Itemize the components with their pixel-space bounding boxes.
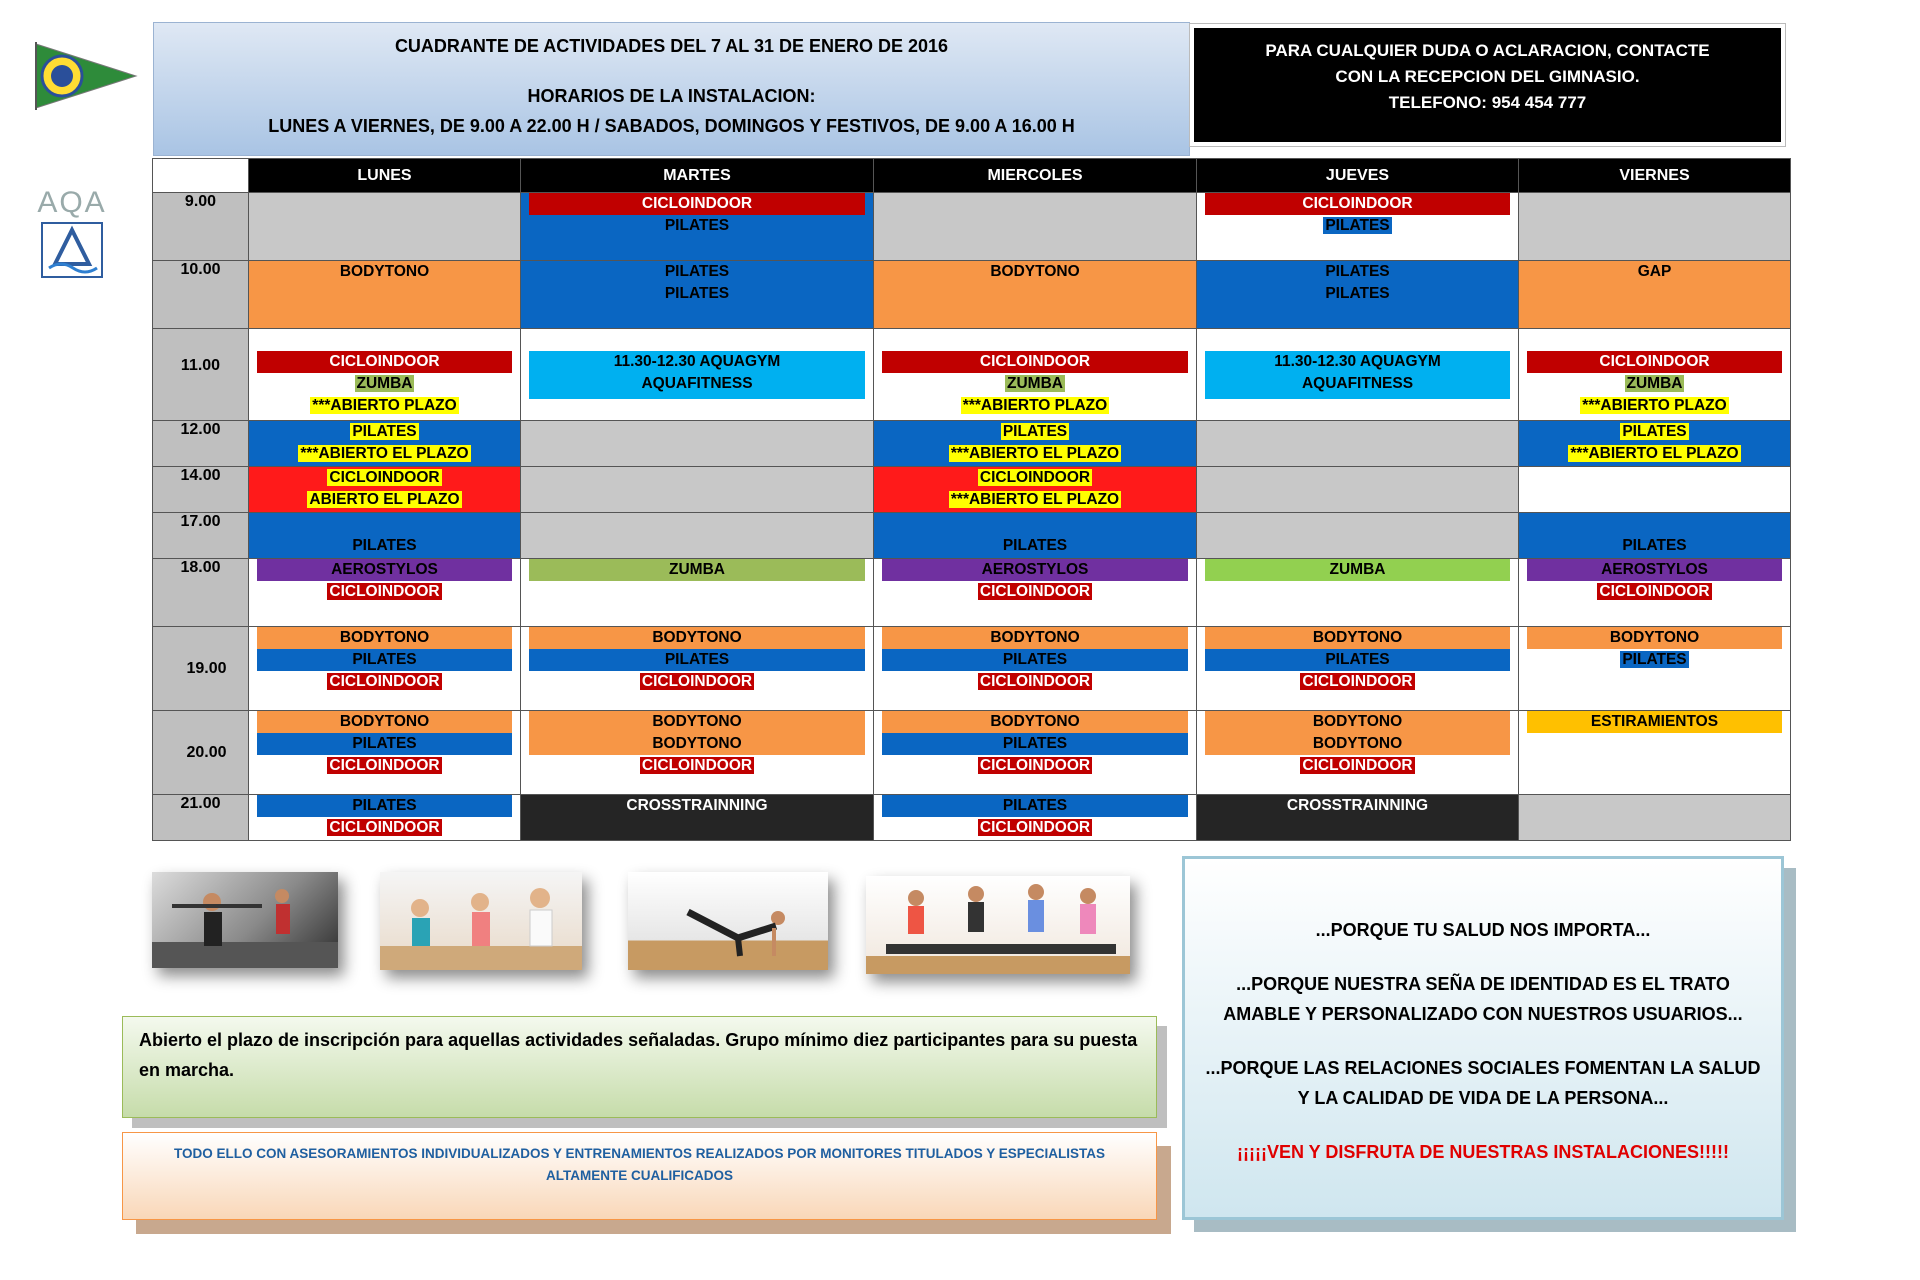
activity-label: AQUAFITNESS xyxy=(641,375,753,392)
activity-label: CICLOINDOOR xyxy=(641,673,753,690)
activity-label: PILATES xyxy=(1325,217,1390,234)
activity-label: PILATES xyxy=(1205,649,1510,671)
schedule-header xyxy=(153,22,1190,156)
activity-label: AEROSTYLOS xyxy=(882,559,1188,581)
slot-cell xyxy=(521,329,874,421)
activity-label: BODYTONO xyxy=(882,627,1188,649)
contact-box xyxy=(1190,24,1785,146)
activity-label: BODYTONO xyxy=(652,735,742,752)
slot-cell xyxy=(521,513,874,559)
activity-label: ***ABIERTO EL PLAZO xyxy=(1570,445,1739,462)
activity-label: CICLOINDOOR xyxy=(329,819,440,836)
activity-label: CICLOINDOOR xyxy=(329,673,440,690)
activity-label: PILATES xyxy=(664,263,730,280)
time-cell: 11.00 xyxy=(153,329,249,421)
slot-cell xyxy=(1197,795,1519,841)
slot-cell xyxy=(521,421,874,467)
slot-cell xyxy=(1519,559,1791,627)
activity-label: BODYTONO xyxy=(339,263,430,280)
activity-label: BODYTONO xyxy=(990,263,1080,280)
activity-label: BODYTONO xyxy=(257,627,512,649)
slot-cell xyxy=(1519,513,1791,559)
slot-cell xyxy=(249,193,521,261)
activity-label: CICLOINDOOR xyxy=(641,757,753,774)
slot-cell xyxy=(249,711,521,795)
registration-note-text: Abierto el plazo de inscripción para aquellas actividades señaladas. Grupo mínimo diez participantes para su puesta en marcha. xyxy=(139,1030,1138,1080)
activity-label: ***ABIERTO EL PLAZO xyxy=(950,445,1120,462)
activity-label: CICLOINDOOR xyxy=(329,757,440,774)
activity-label: ***ABIERTO PLAZO xyxy=(312,397,457,414)
slot-cell xyxy=(1519,329,1791,421)
slot-cell xyxy=(874,261,1197,329)
activity-label: PILATES xyxy=(664,285,730,302)
slot-cell xyxy=(874,513,1197,559)
club-logo xyxy=(32,40,142,112)
slot-cell xyxy=(1197,421,1519,467)
table-row xyxy=(153,421,1791,467)
activity-label: PILATES xyxy=(352,537,417,554)
slot-cell xyxy=(521,193,874,261)
table-row xyxy=(153,193,1791,261)
activity-label: ***ABIERTO EL PLAZO xyxy=(300,445,469,462)
activity-label: 11.30-12.30 AQUAGYM xyxy=(1274,353,1441,370)
table-row xyxy=(153,467,1791,513)
day-header-martes: MARTES xyxy=(521,159,874,193)
activity-label: ***ABIERTO PLAZO xyxy=(962,397,1108,414)
activity-block xyxy=(529,351,865,399)
activity-label: CICLOINDOOR xyxy=(329,583,440,600)
activity-label: CICLOINDOOR xyxy=(1599,583,1710,600)
slot-cell xyxy=(1197,329,1519,421)
activity-label: PILATES xyxy=(1002,537,1068,554)
activity-label: CICLOINDOOR xyxy=(979,757,1091,774)
activity-label: CICLOINDOOR xyxy=(1302,673,1413,690)
contact-phone: TELEFONO: 954 454 777 xyxy=(1388,93,1587,112)
activity-label: GAP xyxy=(1637,263,1672,280)
activity-label: CICLOINDOOR xyxy=(529,193,865,215)
table-header-row xyxy=(153,159,1791,193)
activity-label: CICLOINDOOR xyxy=(257,351,512,373)
table-row xyxy=(153,627,1791,711)
aqa-logo-text: AQA xyxy=(37,186,107,219)
slot-cell xyxy=(1197,513,1519,559)
slot-cell xyxy=(1519,711,1791,795)
activity-label: PILATES xyxy=(1622,651,1687,668)
activity-label: PILATES xyxy=(882,649,1188,671)
activity-label: PILATES xyxy=(882,795,1188,817)
slot-cell xyxy=(1519,193,1791,261)
slot-cell xyxy=(1519,421,1791,467)
table-row xyxy=(153,559,1791,627)
promo-line-2: ...PORQUE NUESTRA SEÑA DE IDENTIDAD ES EL TRATO AMABLE Y PERSONALIZADO CON NUESTROS USUARIOS... xyxy=(1223,974,1743,1024)
hours-text: LUNES A VIERNES, DE 9.00 A 22.00 H / SABADOS, DOMINGOS Y FESTIVOS, DE 9.00 A 16.00 H xyxy=(268,116,1075,136)
activity-label: PILATES xyxy=(1002,423,1068,440)
slot-cell xyxy=(1197,559,1519,627)
slot-cell xyxy=(1197,711,1519,795)
time-cell: 19.00 xyxy=(153,627,249,711)
activity-label: PILATES xyxy=(257,649,512,671)
activity-label: CROSSTRAINNING xyxy=(1286,797,1429,814)
table-row xyxy=(153,711,1791,795)
activity-label: PILATES xyxy=(257,795,512,817)
activity-label: ZUMBA xyxy=(356,375,413,392)
slot-cell xyxy=(1519,467,1791,513)
photo-gym-weights xyxy=(152,872,338,968)
activity-label: PILATES xyxy=(1622,423,1687,440)
slot-cell xyxy=(874,193,1197,261)
activity-label: BODYTONO xyxy=(529,627,865,649)
contact-line-2: CON LA RECEPCION DEL GIMNASIO. xyxy=(1335,67,1640,86)
activity-label: ZUMBA xyxy=(1626,375,1683,392)
slot-cell xyxy=(249,421,521,467)
schedule-table xyxy=(152,158,1791,841)
slot-cell xyxy=(249,467,521,513)
slot-cell xyxy=(521,467,874,513)
activity-label: ZUMBA xyxy=(1205,559,1510,581)
time-cell: 21.00 xyxy=(153,795,249,841)
activity-label: CICLOINDOOR xyxy=(979,673,1091,690)
contact-line-1: PARA CUALQUIER DUDA O ACLARACION, CONTACTE xyxy=(1265,41,1710,60)
activity-label: BODYTONO xyxy=(652,713,742,730)
slot-cell xyxy=(1519,261,1791,329)
corner-cell xyxy=(153,159,249,193)
activity-label: ***ABIERTO EL PLAZO xyxy=(950,491,1120,508)
activity-label: BODYTONO xyxy=(257,711,512,733)
slot-cell xyxy=(249,513,521,559)
day-header-miercoles: MIERCOLES xyxy=(874,159,1197,193)
activity-block xyxy=(1205,711,1510,755)
slot-cell xyxy=(874,795,1197,841)
promo-line-1: ...PORQUE TU SALUD NOS IMPORTA... xyxy=(1315,920,1651,940)
photo-stretching xyxy=(628,872,828,970)
slot-cell xyxy=(521,711,874,795)
activity-label: BODYTONO xyxy=(882,711,1188,733)
activity-label: CICLOINDOOR xyxy=(329,469,440,486)
activity-label: CROSSTRAINNING xyxy=(626,797,768,814)
activity-label: AQUAFITNESS xyxy=(1301,375,1414,392)
activity-label: AEROSTYLOS xyxy=(257,559,512,581)
activity-label: PILATES xyxy=(257,733,512,755)
aqa-emblem-icon xyxy=(41,222,103,278)
activity-label: CICLOINDOOR xyxy=(882,351,1188,373)
activity-label: BODYTONO xyxy=(1205,627,1510,649)
activity-label: CICLOINDOOR xyxy=(1302,757,1413,774)
slot-cell xyxy=(874,559,1197,627)
advice-note xyxy=(122,1132,1157,1220)
activity-label: ESTIRAMIENTOS xyxy=(1527,711,1782,733)
time-cell: 14.00 xyxy=(153,467,249,513)
slot-cell xyxy=(1197,467,1519,513)
activity-label: PILATES xyxy=(352,423,417,440)
activity-label: BODYTONO xyxy=(1527,627,1782,649)
slot-cell xyxy=(1197,193,1519,261)
slot-cell xyxy=(1197,261,1519,329)
activity-label: CICLOINDOOR xyxy=(979,583,1091,600)
hours-label: HORARIOS DE LA INSTALACION: xyxy=(527,86,816,106)
time-cell: 9.00 xyxy=(153,193,249,261)
activity-label: PILATES xyxy=(1622,537,1687,554)
advice-note-text: TODO ELLO CON ASESORAMIENTOS INDIVIDUALIZADOS Y ENTRENAMIENTOS REALIZADOS POR MONITORES TITULADOS Y ESPECIALISTAS ALTAMENTE CUALIFICADOS xyxy=(173,1146,1106,1183)
activity-label: ZUMBA xyxy=(529,559,865,581)
activity-block xyxy=(529,711,865,755)
time-cell: 20.00 xyxy=(153,711,249,795)
slot-cell xyxy=(874,421,1197,467)
slot-cell xyxy=(521,559,874,627)
table-row xyxy=(153,795,1791,841)
table-row xyxy=(153,329,1791,421)
slot-cell xyxy=(1197,627,1519,711)
day-header-viernes: VIERNES xyxy=(1519,159,1791,193)
slot-cell xyxy=(249,559,521,627)
slot-cell xyxy=(249,627,521,711)
slot-cell xyxy=(874,329,1197,421)
slot-cell xyxy=(521,261,874,329)
activity-label: PILATES xyxy=(1325,285,1390,302)
activity-label: ZUMBA xyxy=(1007,375,1063,392)
activity-label: BODYTONO xyxy=(1312,735,1403,752)
activity-label: CICLOINDOOR xyxy=(979,819,1091,836)
table-row xyxy=(153,261,1791,329)
slot-cell xyxy=(874,711,1197,795)
promo-line-3: ...PORQUE LAS RELACIONES SOCIALES FOMENTAN LA SALUD Y LA CALIDAD DE VIDA DE LA PERSONA... xyxy=(1205,1058,1761,1108)
photo-step-aerobics xyxy=(866,876,1130,974)
activity-label: AEROSTYLOS xyxy=(1527,559,1782,581)
activity-label: ***ABIERTO PLAZO xyxy=(1582,397,1727,414)
aqa-logo xyxy=(36,186,108,278)
time-cell: 10.00 xyxy=(153,261,249,329)
activity-label: ABIERTO EL PLAZO xyxy=(309,491,460,508)
slot-cell xyxy=(521,795,874,841)
day-header-jueves: JUEVES xyxy=(1197,159,1519,193)
slot-cell xyxy=(249,795,521,841)
activity-label: 11.30-12.30 AQUAGYM xyxy=(613,353,781,370)
registration-note xyxy=(122,1016,1157,1118)
activity-label: PILATES xyxy=(1325,263,1390,280)
slot-cell xyxy=(1519,627,1791,711)
slot-cell xyxy=(874,467,1197,513)
promo-box xyxy=(1182,856,1784,1220)
time-cell: 18.00 xyxy=(153,559,249,627)
activity-block xyxy=(1205,351,1510,399)
activity-label: PILATES xyxy=(529,649,865,671)
slot-cell xyxy=(521,627,874,711)
time-cell: 12.00 xyxy=(153,421,249,467)
slot-cell xyxy=(1519,795,1791,841)
activity-label: PILATES xyxy=(664,217,730,234)
activity-label: CICLOINDOOR xyxy=(979,469,1091,486)
slot-cell xyxy=(249,329,521,421)
slot-cell xyxy=(249,261,521,329)
photo-pilates-class xyxy=(380,872,582,970)
slot-cell xyxy=(874,627,1197,711)
activity-label: PILATES xyxy=(882,733,1188,755)
activity-label: CICLOINDOOR xyxy=(1527,351,1782,373)
promo-cta: ¡¡¡¡¡VEN Y DISFRUTA DE NUESTRAS INSTALACIONES!!!!! xyxy=(1237,1142,1729,1162)
activity-label: BODYTONO xyxy=(1312,713,1403,730)
table-row xyxy=(153,513,1791,559)
time-cell: 17.00 xyxy=(153,513,249,559)
schedule-title: CUADRANTE DE ACTIVIDADES DEL 7 AL 31 DE ENERO DE 2016 xyxy=(394,36,949,56)
activity-label: CICLOINDOOR xyxy=(1205,193,1510,215)
day-header-lunes: LUNES xyxy=(249,159,521,193)
